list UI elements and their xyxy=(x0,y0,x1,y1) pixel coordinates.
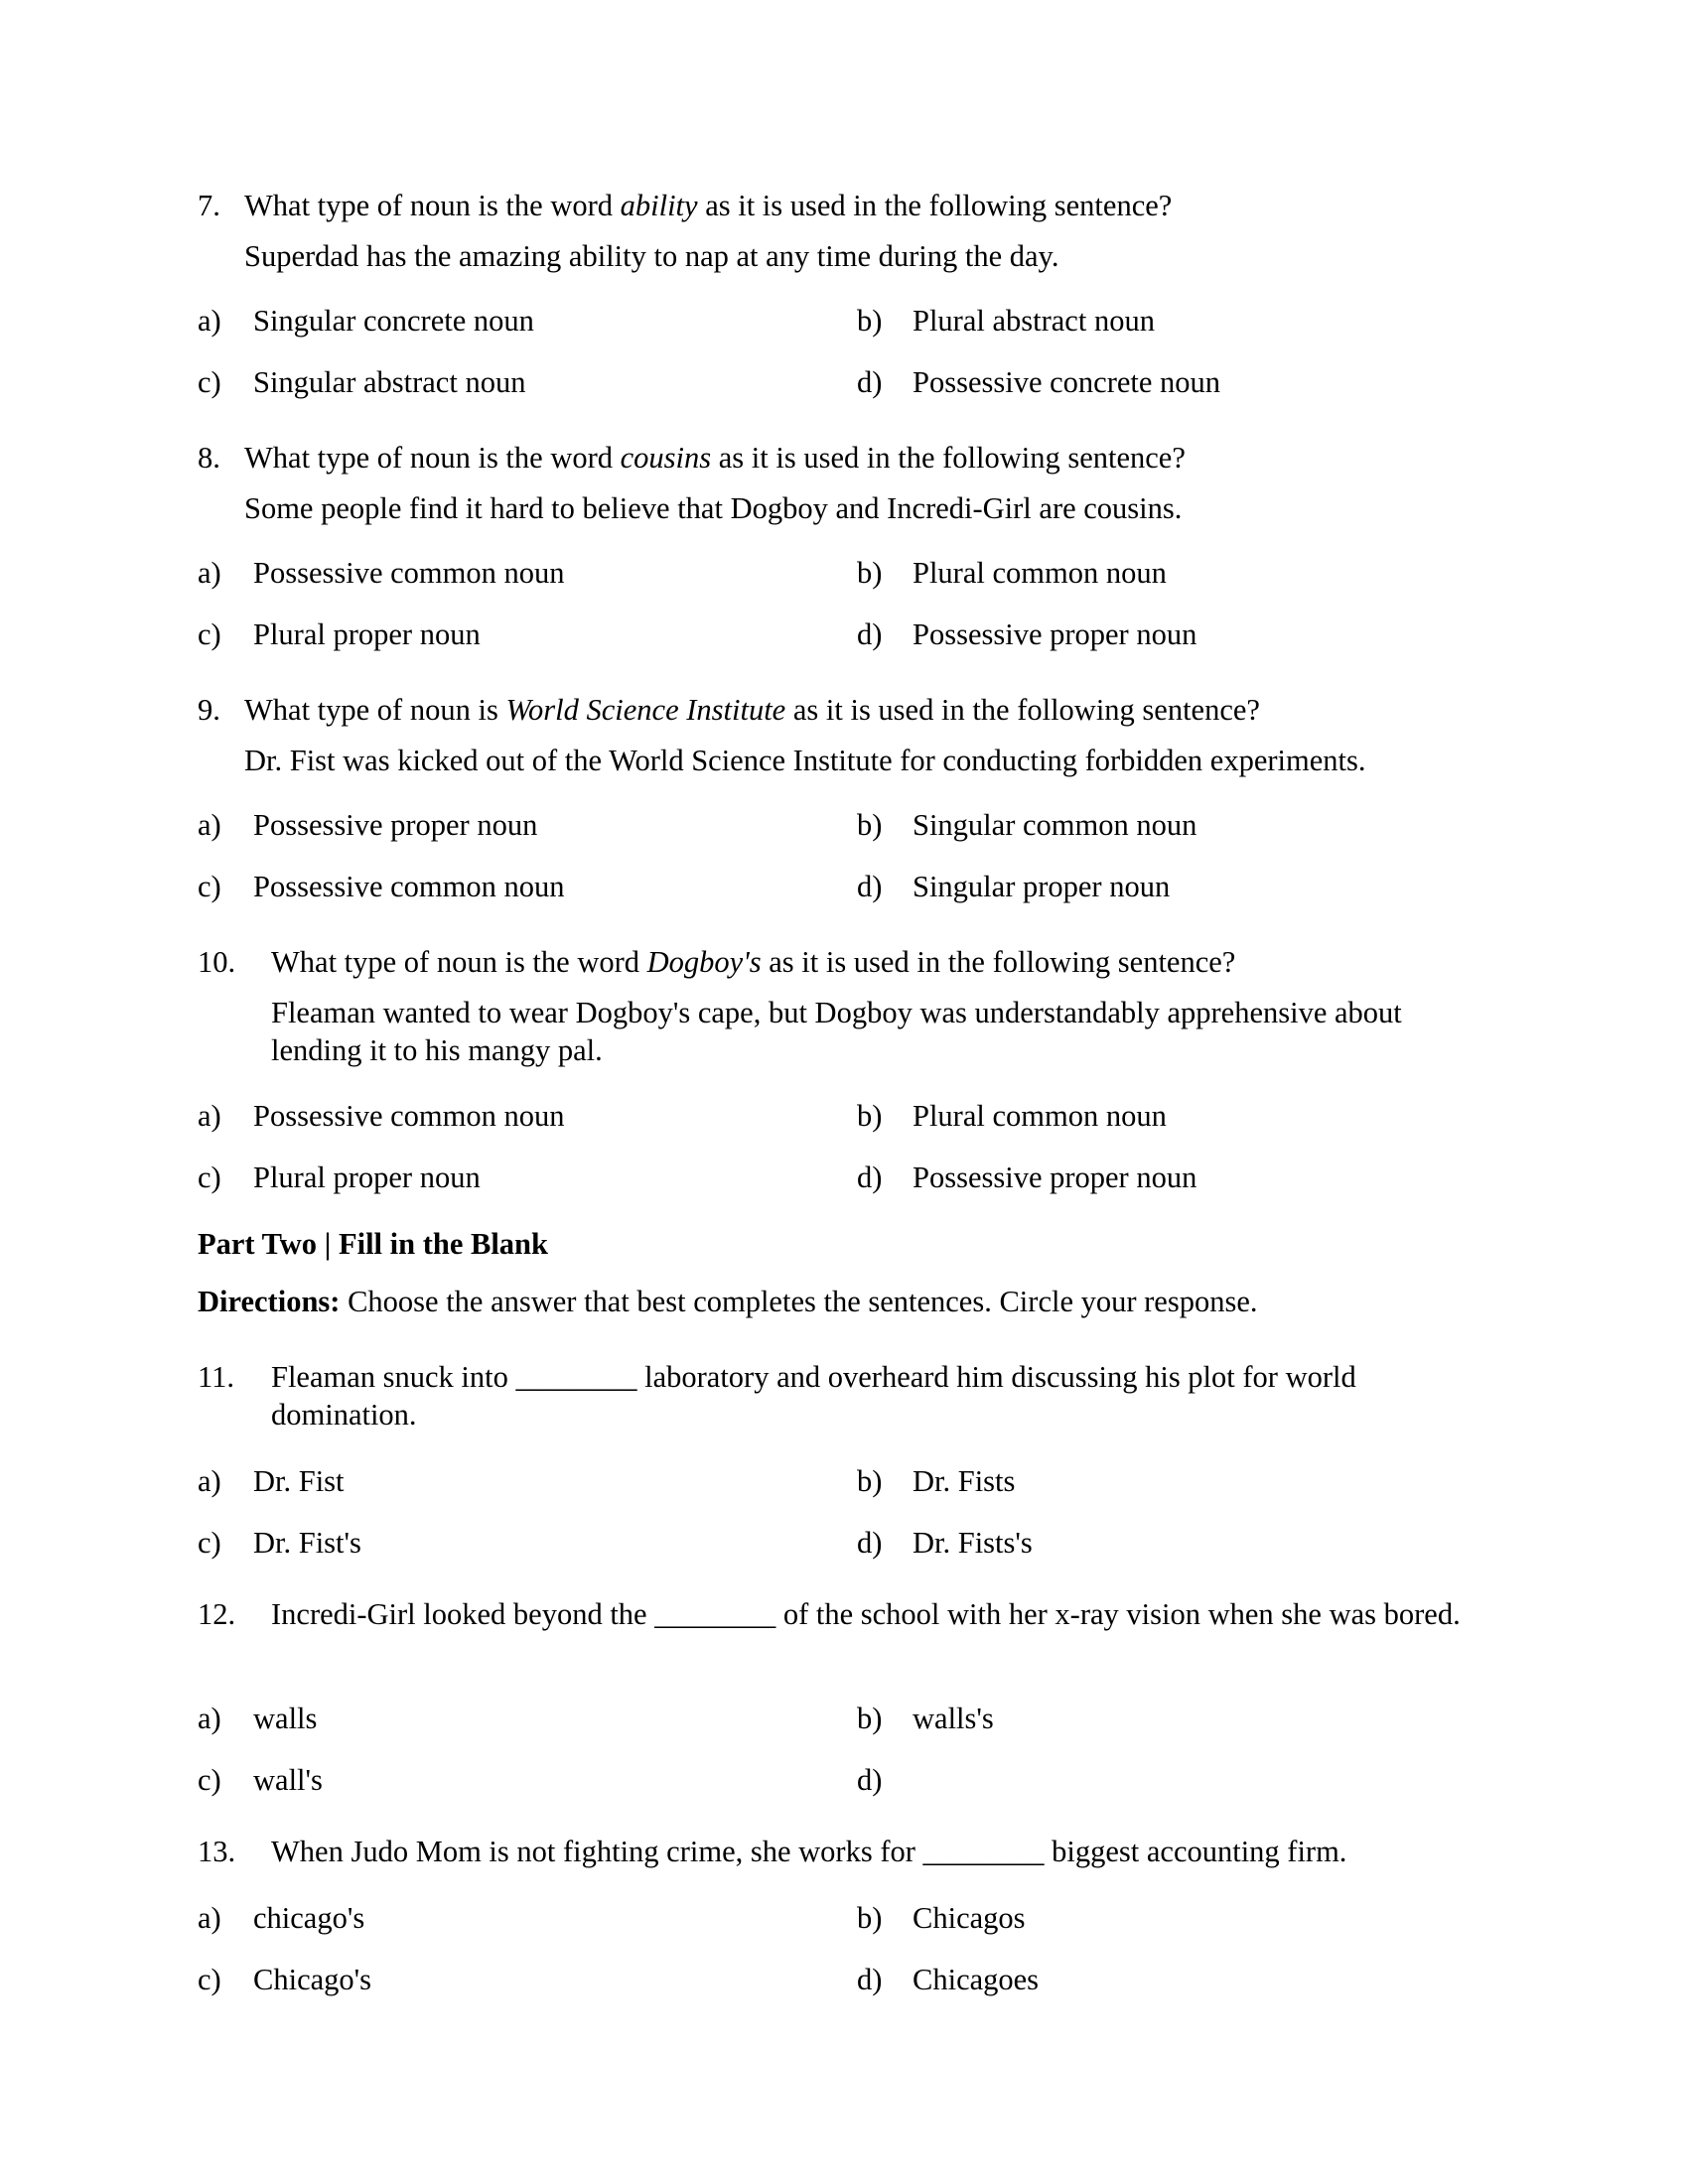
option-b[interactable]: b) walls's xyxy=(857,1702,994,1735)
section-title: Part Two | Fill in the Blank xyxy=(198,1227,548,1261)
emphasized-word: Dogboy's xyxy=(646,945,762,979)
question-8 xyxy=(198,439,1488,527)
option-b[interactable]: b) Plural abstract noun xyxy=(857,304,1155,338)
question-number: 7. xyxy=(198,189,220,222)
question-12 xyxy=(198,1595,1488,1633)
question-prompt: What type of noun is the word cousins as it is used in the following sentence? xyxy=(244,441,1186,475)
option-c[interactable]: c) Plural proper noun xyxy=(198,617,481,651)
option-b[interactable]: b) Chicagos xyxy=(857,1901,1026,1935)
option-d[interactable]: d) Chicagoes xyxy=(857,1963,1040,1996)
option-b[interactable]: b) Dr. Fists xyxy=(857,1464,1016,1498)
question-10 xyxy=(198,943,1488,1069)
question-number: 8. xyxy=(198,441,220,475)
option-c[interactable]: c) wall's xyxy=(198,1763,323,1797)
options-7 xyxy=(198,302,1488,425)
option-d[interactable]: d) Possessive concrete noun xyxy=(857,365,1221,399)
question-number: 9. xyxy=(198,693,220,727)
option-c[interactable]: c) Singular abstract noun xyxy=(198,365,526,399)
question-prompt: What type of noun is World Science Institute as it is used in the following sentence? xyxy=(244,693,1260,727)
option-a[interactable]: a) Singular concrete noun xyxy=(198,304,534,338)
option-c[interactable]: c) Chicago's xyxy=(198,1963,372,1996)
option-b[interactable]: b) Singular common noun xyxy=(857,808,1197,842)
example-sentence: Fleaman wanted to wear Dogboy's cape, but Dogboy was understandably apprehensive about lending it to his mangy pal. xyxy=(271,996,1402,1068)
directions-text: Choose the answer that best completes the sentences. Circle your response. xyxy=(340,1285,1258,1318)
option-a[interactable]: a) Possessive common noun xyxy=(198,556,565,590)
question-prompt: What type of noun is the word ability as it is used in the following sentence? xyxy=(244,189,1173,222)
directions xyxy=(198,1283,1258,1320)
question-number: 11. xyxy=(198,1360,234,1394)
options-11 xyxy=(198,1462,1488,1585)
question-prompt: When Judo Mom is not fighting crime, she works for ________ biggest accounting firm. xyxy=(271,1835,1347,1868)
example-sentence: Superdad has the amazing ability to nap at any time during the day. xyxy=(244,239,1059,274)
option-b[interactable]: b) Plural common noun xyxy=(857,556,1167,590)
option-a[interactable]: a) Dr. Fist xyxy=(198,1464,345,1498)
question-7 xyxy=(198,187,1488,275)
question-prompt: What type of noun is the word Dogboy's as it is used in the following sentence? xyxy=(271,945,1236,979)
question-prompt: Fleaman snuck into ________ laboratory and overheard him discussing his plot for world domination. xyxy=(271,1360,1356,1432)
emphasized-word: cousins xyxy=(620,441,712,475)
question-number: 13. xyxy=(198,1835,236,1868)
question-prompt: Incredi-Girl looked beyond the ________ of the school with her x-ray vision when she was bored. xyxy=(271,1597,1461,1631)
options-13 xyxy=(198,1899,1488,2022)
emphasized-word: World Science Institute xyxy=(505,693,786,727)
option-c[interactable]: c) Plural proper noun xyxy=(198,1160,481,1194)
question-9 xyxy=(198,691,1488,779)
directions-label: Directions: xyxy=(198,1285,341,1318)
example-sentence: Dr. Fist was kicked out of the World Science Institute for conducting forbidden experiments. xyxy=(244,744,1366,778)
question-number: 12. xyxy=(198,1597,236,1631)
option-a[interactable]: a) chicago's xyxy=(198,1901,365,1935)
option-a[interactable]: a) Possessive proper noun xyxy=(198,808,538,842)
option-a[interactable]: a) walls xyxy=(198,1702,318,1735)
options-12 xyxy=(198,1700,1488,1823)
option-b[interactable]: b) Plural common noun xyxy=(857,1099,1167,1133)
options-9 xyxy=(198,806,1488,929)
option-d[interactable]: d) Possessive proper noun xyxy=(857,1160,1197,1194)
question-13 xyxy=(198,1833,1488,1870)
option-a[interactable]: a) Possessive common noun xyxy=(198,1099,565,1133)
emphasized-word: ability xyxy=(620,189,698,222)
options-8 xyxy=(198,554,1488,677)
option-d[interactable]: d) Possessive proper noun xyxy=(857,617,1197,651)
question-11 xyxy=(198,1358,1488,1433)
option-c[interactable]: c) Possessive common noun xyxy=(198,870,565,903)
option-d[interactable]: d) Dr. Fists's xyxy=(857,1526,1033,1560)
option-d[interactable]: d) Singular proper noun xyxy=(857,870,1171,903)
option-d[interactable]: d) xyxy=(857,1763,883,1797)
options-10 xyxy=(198,1097,1488,1220)
question-number: 10. xyxy=(198,945,236,979)
example-sentence: Some people find it hard to believe that Dogboy and Incredi-Girl are cousins. xyxy=(244,491,1183,526)
option-c[interactable]: c) Dr. Fist's xyxy=(198,1526,361,1560)
